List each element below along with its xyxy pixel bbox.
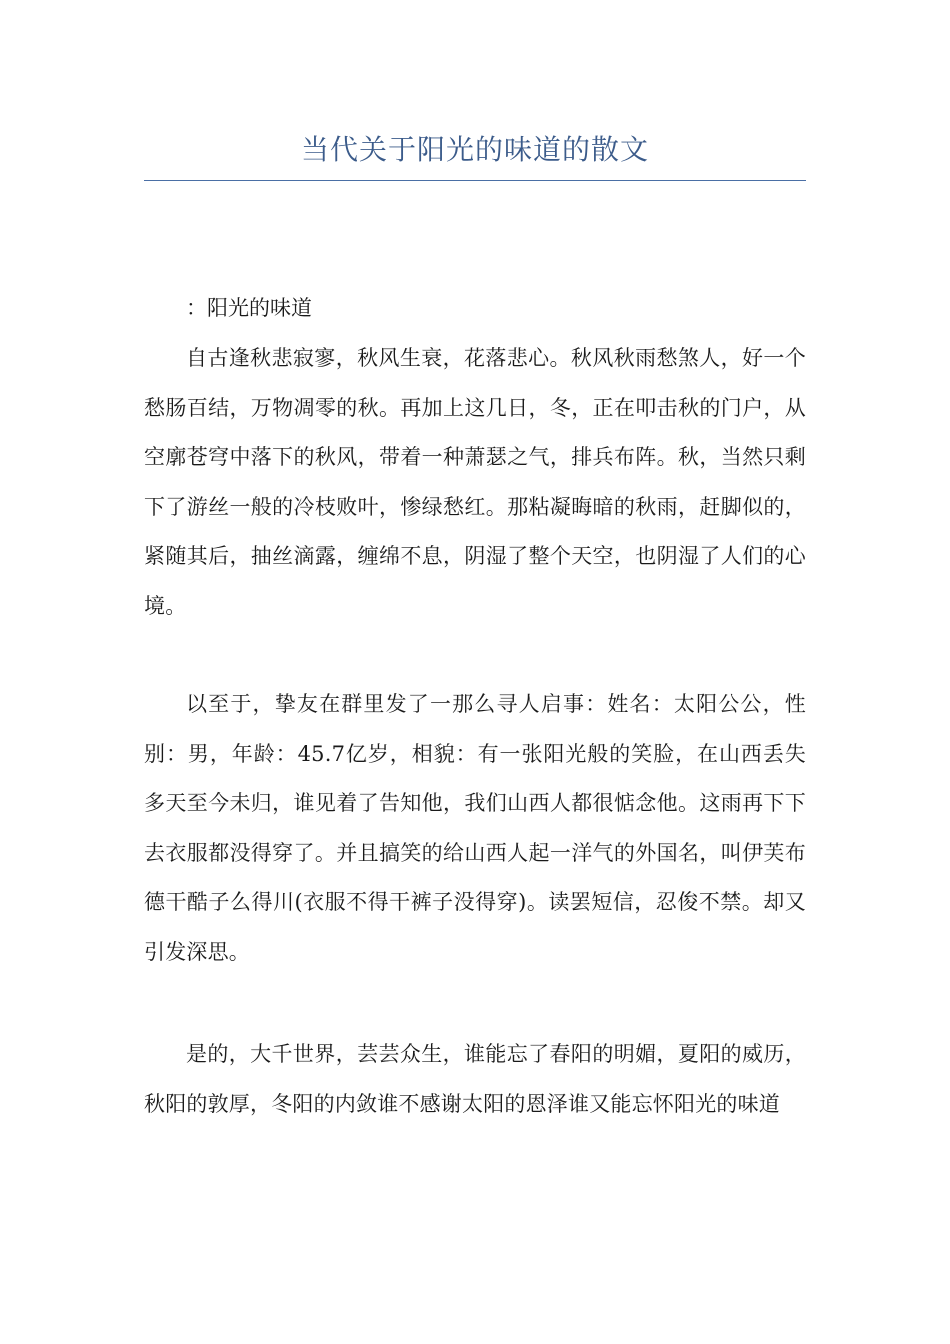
- paragraph: 是的，大千世界，芸芸众生，谁能忘了春阳的明媚，夏阳的威历，秋阳的敦厚，冬阳的内敛谁不感谢太阳的恩泽谁又能忘怀阳光的味道: [144, 1042, 806, 1116]
- page-title: 当代关于阳光的味道的散文: [300, 133, 649, 166]
- paragraph: 自古逢秋悲寂寥，秋风生衰，花落悲心。秋风秋雨愁煞人，好一个愁肠百结，万物凋零的秋。再加上这几日，冬，正在叩击秋的门户，从空廓苍穹中落下的秋风，带着一种萧瑟之气，排兵布阵。秋，当然只剩下了游丝一般的冷枝败叶，惨绿愁红。那粘凝晦暗的秋雨，赶脚似的，紧随其后，抽丝滴露，缠绵不息，阴湿了整个天空，也阴湿了人们的心境。: [144, 346, 806, 618]
- paragraph: 以至于，挚友在群里发了一那么寻人启事：姓名：太阳公公，性别：男，年龄：45.7亿岁，相貌：有一张阳光般的笑脸，在山西丢失多天至今未归，谁见着了告知他，我们山西人都很惦念他。这雨再下下去衣服都没得穿了。并且搞笑的给山西人起一洋气的外国名，叫伊芙布德干酷子么得川(衣服不得干裤子没得穿)。读罢短信，忍俊不禁。却又引发深思。: [144, 692, 806, 964]
- paragraph-2-block: [144, 680, 806, 977]
- paragraph-3-block: [144, 1030, 806, 1129]
- section-heading: ：阳光的味道: [186, 296, 312, 320]
- paragraph-1-block: [144, 334, 806, 631]
- title-divider: [144, 180, 806, 181]
